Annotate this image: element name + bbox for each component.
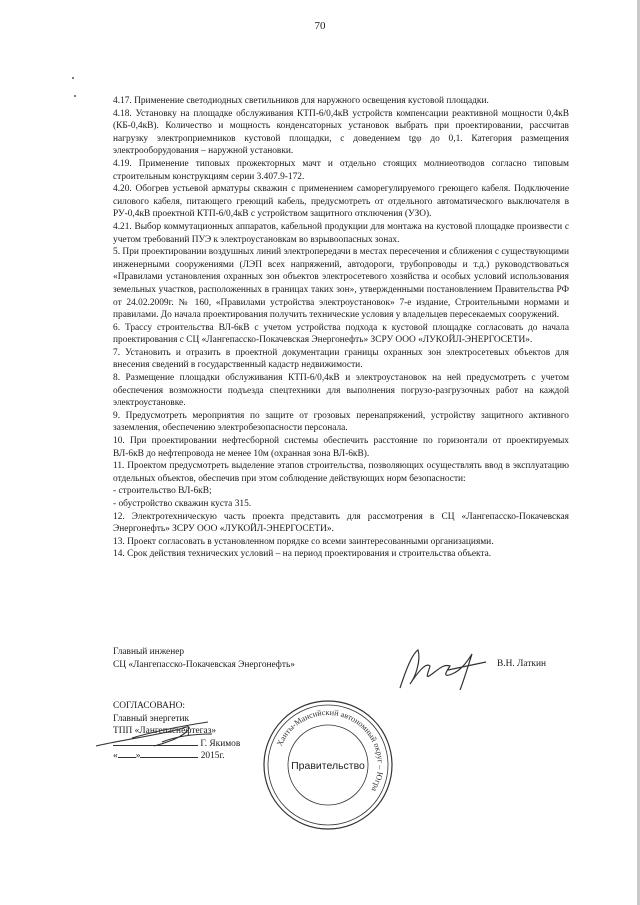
chief-engineer-org: СЦ «Лангепасско-Покачевская Энергонефть»: [113, 659, 295, 670]
paragraph-6: 6. Трассу строительства ВЛ-6кВ с учетом устройства подхода к кустовой площадке согласовать до начала проектирования с СЦ «Лангепасско-Покачевская Энергонефть» ЗСРУ ООО «ЛУКОЙЛ-ЭНЕРГОСЕТИ».: [113, 322, 569, 346]
chief-engineer-signature: [388, 640, 498, 696]
approval-org: ТПП «Лангепаснефтегаз»: [113, 726, 217, 737]
list-item-vl: - строительство ВЛ-6кВ;: [113, 486, 212, 497]
page-number: 70: [314, 20, 326, 32]
paragraph-11: 11. Проектом предусмотреть выделение этапов строительства, позволяющих осуществлять ввод в эксплуатацию отдельных объектов, обеспечив при этом соблюдение действующих норм безопасности:: [113, 461, 569, 484]
government-seal: [260, 697, 396, 833]
paragraph-5: 5. При проектировании воздушных линий электропередачи в местах пересечения и сближения с существующими инженерными сооружениями (ЛЭП всех напряжений, автодороги, трубопроводы и т.д.) руководствоваться «Правилами установления охранных зон объектов электросетевого хозяйства и особых условий использования земельных участков, расположенных в границах таких зон», утвержденными постановлением Правительства РФ от 24.02.2009г. № 160, «Правилами устройства электроустановок» 7-е издание, Строительными нормами и правилами. До начала проектирования получить технические условия у владельцев пересекаемых сооружений.: [113, 247, 569, 321]
scan-speck: [74, 95, 76, 97]
paragraph-4-20: 4.20. Обогрев устьевой арматуры скважин с применением саморегулируемого греющего кабеля. Подключение силового кабеля, питающего греющий кабель, предусмотреть от отдельного автоматического выключателя в РУ-0,4кВ проектной КТП-6/0,4кВ с устройством защитного отключения (УЗО).: [113, 184, 569, 220]
approval-date: « » 2015г.: [113, 751, 225, 762]
paragraph-8: 8. Размещение площадки обслуживания КТП-6/0,4кВ и электроустановок на ней предусмотреть с учетом обеспечения возможности подъезда спецтехники для выполнения погрузо-разгрузочных работ на каждой электроустановке.: [113, 373, 569, 409]
paragraph-14: 14. Срок действия технических условий – на период проектирования и строительства объекта.: [113, 549, 492, 560]
paragraph-13: 13. Проект согласовать в установленном порядке со всеми заинтересованными организациями.: [113, 536, 494, 547]
seal-center-text: Правительство: [291, 760, 365, 772]
paragraph-12: 12. Электротехническую часть проекта представить для рассмотрения в СЦ «Лангепасско-Покачевская Энергонефть» ЗСРУ ООО «ЛУКОЙЛ-ЭНЕРГОСЕТИ».: [113, 511, 569, 535]
paragraph-9: 9. Предусмотреть мероприятия по защите от грозовых перенапряжений, устройству защитного активного заземления, обеспечению электробезопасности персонала.: [113, 410, 569, 434]
approval-position: Главный энергетик: [113, 713, 190, 724]
paragraph-7: 7. Установить и отразить в проектной документации границы охранных зон электросетевых объектов для внесения сведений в государственный кадастр недвижимости.: [113, 347, 569, 371]
seal-ring-text: Ханты-Мансийский автономный округ – Югра: [275, 707, 386, 794]
paragraph-4-21: 4.21. Выбор коммутационных аппаратов, кабельной продукции для монтажа на кустовой площадке произвести с учетом требований ПУЭ к электроустановкам во взрывоопасных зонах.: [113, 221, 569, 245]
document-body: [113, 95, 569, 561]
scan-speck: [72, 77, 74, 79]
paragraph-4-19: 4.19. Применение типовых прожекторных мачт и отдельно стоящих молниеотводов согласно типовым строительным конструкциям серии 3.407.9-172.: [113, 158, 569, 182]
paragraph-4-18: 4.18. Установку на площадке обслуживания КТП-6/0,4кВ устройств компенсации реактивной мощности 0,4кВ (КБ-0,4кВ). Количество и мощность конденсаторных установок выбрать при проектировании, рассчитав нагрузку электроприемников кустовой площадки, с доведением tgφ до 0,1. Категория размещения электрооборудования – наружной установки.: [113, 108, 569, 157]
chief-engineer-name: В.Н. Латкин: [497, 659, 547, 669]
paragraph-4-17: 4.17. Применение светодиодных светильников для наружного освещения кустовой площадки.: [113, 96, 489, 106]
approval-heading: СОГЛАСОВАНО:: [113, 701, 185, 711]
approval-signature: [92, 716, 232, 752]
chief-engineer-title: Главный инженер: [113, 647, 185, 657]
paragraph-10: 10. При проектировании нефтесборной системы обеспечить расстояние по горизонтали от проектируемых ВЛ-6кВ до нефтепровода не менее 10м (охранная зона ВЛ-6кВ).: [113, 436, 569, 459]
chief-engineer-block: [113, 646, 295, 671]
list-item-wells: - обустройство скважин куста 315.: [113, 499, 252, 509]
approval-name: Г. Якимов: [200, 738, 241, 749]
